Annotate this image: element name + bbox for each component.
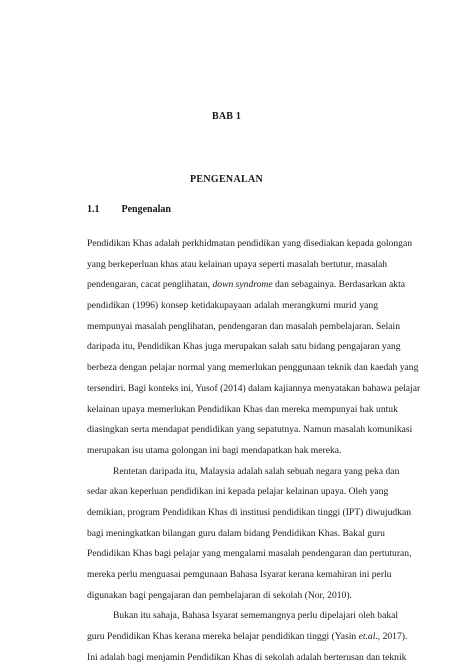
italic-term: et.al., bbox=[358, 631, 381, 643]
text-line: daripada itu, Pendidikan Khas juga merupakan salah satu bidang pengajaran yang bbox=[87, 341, 401, 353]
text-line: kelainan upaya memerlukan Pendidikan Khas dan mereka mempunyai hak untuk bbox=[87, 403, 398, 415]
text-line: sedar akan keperluan pendidikan ini kepada pelajar kelainan upaya. Oleh yang bbox=[87, 486, 389, 498]
text-line: Pendidikan Khas bagi pelajar yang mengalami masalah pendengaran dan pertuturan, bbox=[87, 548, 412, 560]
text-line: tersendiri. Bagi konteks ini, Yusof (2014) dalam kajiannya menyatakan bahawa pelajar bbox=[87, 382, 421, 394]
text-line: Pendidikan Khas adalah perkhidmatan pendidikan yang disediakan kepada golongan bbox=[87, 238, 413, 249]
text-line: pendidikan (1996) konsep ketidakupayaan adalah merangkumi murid yang bbox=[87, 300, 378, 312]
text-line bbox=[87, 275, 405, 296]
text-line bbox=[87, 627, 408, 648]
text-line: Rentetan daripada itu, Malaysia adalah salah sebuah negara yang peka dan bbox=[113, 465, 400, 477]
text-fragment: dan sebagainya. Berdasarkan akta bbox=[272, 279, 405, 291]
section-heading bbox=[87, 204, 171, 215]
text-line: mereka perlu menguasai pemgunaan Bahasa Isyarat kerana kemahiran ini perlu bbox=[87, 569, 392, 580]
text-line: berbeza dengan pelajar normal yang memerlukan penggunaan teknik dan kaedah yang bbox=[87, 362, 419, 374]
text-fragment: pendengaran, cacat penglihatan, bbox=[87, 279, 213, 291]
text-line: Bukan itu sahaja, Bahasa Isyarat sememangnya perlu dipelajari oleh bakal bbox=[113, 610, 399, 622]
section-title: Pengenalan bbox=[121, 204, 171, 215]
section-number: 1.1 bbox=[87, 204, 100, 215]
text-line: diasingkan serta mendapat pendidikan yang sepatutnya. Namun masalah komunikasi bbox=[87, 424, 413, 436]
text-line: mempunyai masalah penglihatan, pendengaran dan masalah pembelajaran. Selain bbox=[87, 320, 401, 332]
chapter-title: PENGENALAN bbox=[189, 174, 263, 185]
text-line: demikian, program Pendidikan Khas di institusi pendidikan tinggi (IPT) diwujudkan bbox=[87, 506, 412, 518]
text-line: yang berkeperluan khas atau kelainan upaya seperti masalah bertutur, masalah bbox=[87, 258, 388, 270]
text-line: merupakan isu utama golongan ini bagi mendapatkan hak mereka. bbox=[87, 444, 342, 456]
text-line: Ini adalah bagi menjamin Pendidikan Khas di sekolah adalah berterusan dan teknik bbox=[87, 651, 407, 663]
italic-term: down syndrome bbox=[212, 279, 273, 291]
chapter-number: BAB 1 bbox=[211, 111, 242, 122]
text-fragment: guru Pendidikan Khas kerana mereka belajar pendidikan tinggi (Yasin bbox=[87, 631, 359, 643]
text-fragment: 2017). bbox=[380, 631, 408, 643]
text-line: bagi meningkatkan bilangan guru dalam bidang Pendidikan Khas. Bakal guru bbox=[87, 527, 385, 539]
text-line: digunakan bagi pengajaran dan pembelajaran di sekolah (Nor, 2010). bbox=[87, 589, 352, 601]
body-text bbox=[87, 234, 421, 668]
